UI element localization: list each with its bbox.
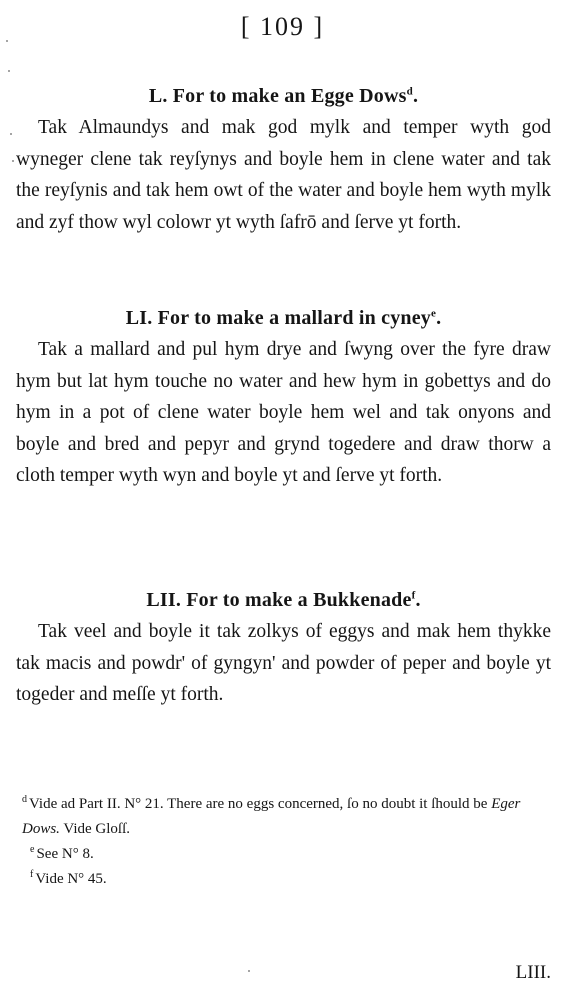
page-number: [ 109 ] bbox=[240, 12, 325, 41]
recipe-title-text: LII. For to make a Bukkenade bbox=[146, 589, 412, 611]
recipe-body: Tak Almaundys and mak god mylk and temper wyth god wyneger clene tak reyſynys and boyle hem in clene water and tak the reyſynis and tak hem owt of the water and boyle hem wyth mylk and zyf thow wyl colowr yt wyth ſafrō and ſerve yt forth. bbox=[16, 117, 551, 233]
recipe-title-period: . bbox=[415, 589, 421, 611]
recipe-title-period: . bbox=[412, 85, 419, 107]
footnote-text: Vide ad Part II. N° 21. There are no eggs concerned, ſo no doubt it ſhould be bbox=[29, 796, 492, 812]
recipe-body: Tak a mallard and pul hym drye and ſwyng over the fyre draw hym but lat hym touche no water and hew hym in gobettys and do hym in a pot of clene water boyle hem wel and tak onyons and boyle and bred and pepyr and grynd togedere and draw thorw a cloth temper wyth wyn and boyle yt and ſerve yt forth. bbox=[16, 339, 551, 486]
paper-speck bbox=[248, 970, 250, 972]
paper-speck bbox=[12, 160, 14, 162]
recipe-title-text: L. For to make an Egge Dows bbox=[148, 85, 407, 107]
recipe-lii bbox=[16, 589, 551, 711]
footnote-marker[interactable]: e bbox=[431, 307, 437, 320]
footnote-marker[interactable]: f bbox=[411, 589, 416, 602]
footnote-text-end: Vide Gloſſ. bbox=[59, 821, 131, 837]
recipe-l bbox=[16, 85, 551, 238]
footnote-f bbox=[22, 867, 552, 892]
footnote-text: See N° 8. bbox=[36, 846, 94, 862]
recipe-li bbox=[16, 307, 551, 492]
recipe-title-text: LI. For to make a mallard in cyney bbox=[125, 307, 431, 329]
footnote-mark: f bbox=[30, 869, 34, 880]
footnote-italic-term: Eger Dows. bbox=[22, 796, 521, 837]
footnote-mark: e bbox=[30, 844, 35, 855]
footnote-d bbox=[22, 792, 552, 842]
footnote-e bbox=[22, 842, 552, 867]
recipe-body: Tak veel and boyle it tak zolkys of eggys and mak hem thykke tak macis and powdr' of gyngyn' and powder of peper and boyle yt togeder and meſſe yt forth. bbox=[16, 621, 551, 705]
footnotes bbox=[22, 792, 552, 892]
paper-speck bbox=[10, 133, 12, 135]
catchword: LIII. bbox=[515, 962, 551, 983]
footnote-marker[interactable]: d bbox=[406, 85, 413, 98]
footnote-text: Vide N° 45. bbox=[35, 871, 107, 887]
recipe-title-period: . bbox=[436, 307, 442, 329]
recipe-title bbox=[16, 85, 551, 108]
recipe-title bbox=[16, 589, 551, 612]
paper-speck bbox=[8, 70, 10, 72]
recipe-title bbox=[16, 307, 551, 330]
footnote-mark: d bbox=[22, 794, 27, 805]
